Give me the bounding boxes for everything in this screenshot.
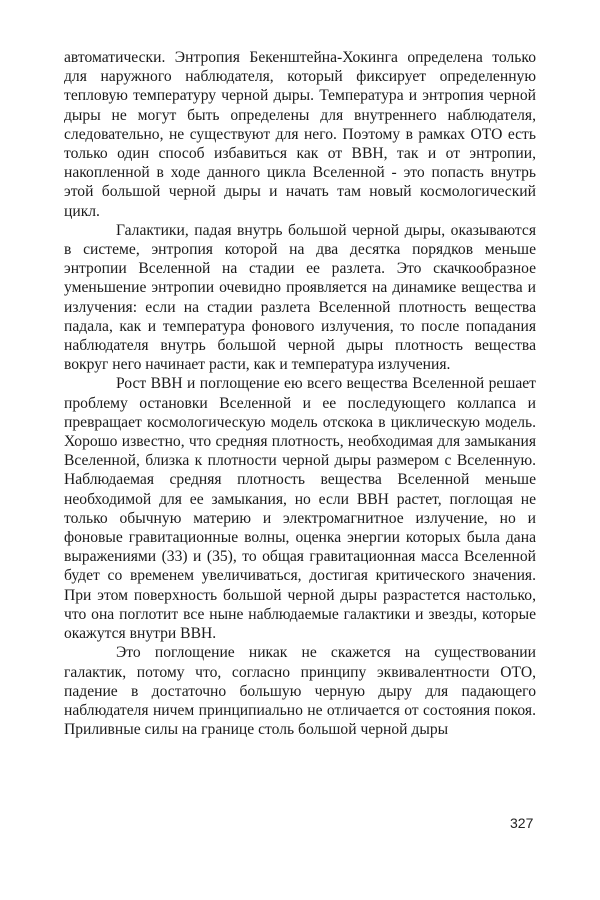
paragraph-1: автоматически. Энтропия Бекенштейна-Хокинга определена только для наружного наблюдателя, который фиксирует определенную тепловую температуру черной дыры. Температура и энтропия черной дыры не могут быть определены для внутреннего наблюдателя, следовательно, не существуют для него. Поэтому в рамках ОТО есть только один способ избавиться как от ВВН, так и от энтропии, накопленной в ходе данного цикла Вселенной - это попасть внутрь этой большой черной дыры и начать там новый космологический цикл. [64, 49, 536, 220]
paragraph-4: Это поглощение никак не скажется на существовании галактик, потому что, согласно принципу эквивалентности ОТО, падение в достаточно большую черную дыру для падающего наблюдателя ничем принципиально не отличается от состояния покоя. Приливные силы на границе столь большой черной дыры [64, 644, 536, 739]
paragraph-2: Галактики, падая внутрь большой черной дыры, оказываются в системе, энтропия которой на два десятка порядков меньше энтропии Вселенной на стадии ее разлета. Это скачкообразное уменьшение энтропии очевидно проявляется на динамике вещества и излучения: если на стадии разлета Вселенной плотность вещества падала, как и температура фонового излучения, то после попадания наблюдателя внутрь большой черной дыры плотность вещества вокруг него начинает расти, как и температура излучения. [64, 221, 536, 374]
page-body [64, 48, 536, 739]
paragraph-3: Рост ВВН и поглощение ею всего вещества Вселенной решает проблему остановки Вселенной и ее последующего коллапса и превращает космологическую модель отскока в циклическую модель. Хорошо известно, что средняя плотность, необходимая для замыкания Вселенной, близка к плотности черной дыры размером с Вселенную. Наблюдаемая средняя плотность вещества Вселенной меньше необходимой для ее замыкания, но если ВВН растет, поглощая не только обычную материю и электромагнитное излучение, но и фоновые гравитационные волны, оценка энергии которых была дана выражениями (33) и (35), то общая гравитационная масса Вселенной будет со временем увеличиваться, достигая критического значения. При этом поверхность большой черной дыры разрастется настолько, что она поглотит все ныне наблюдаемые галактики и звезды, которые окажутся внутри ВВН. [64, 375, 536, 643]
page-number: 327 [510, 815, 534, 831]
